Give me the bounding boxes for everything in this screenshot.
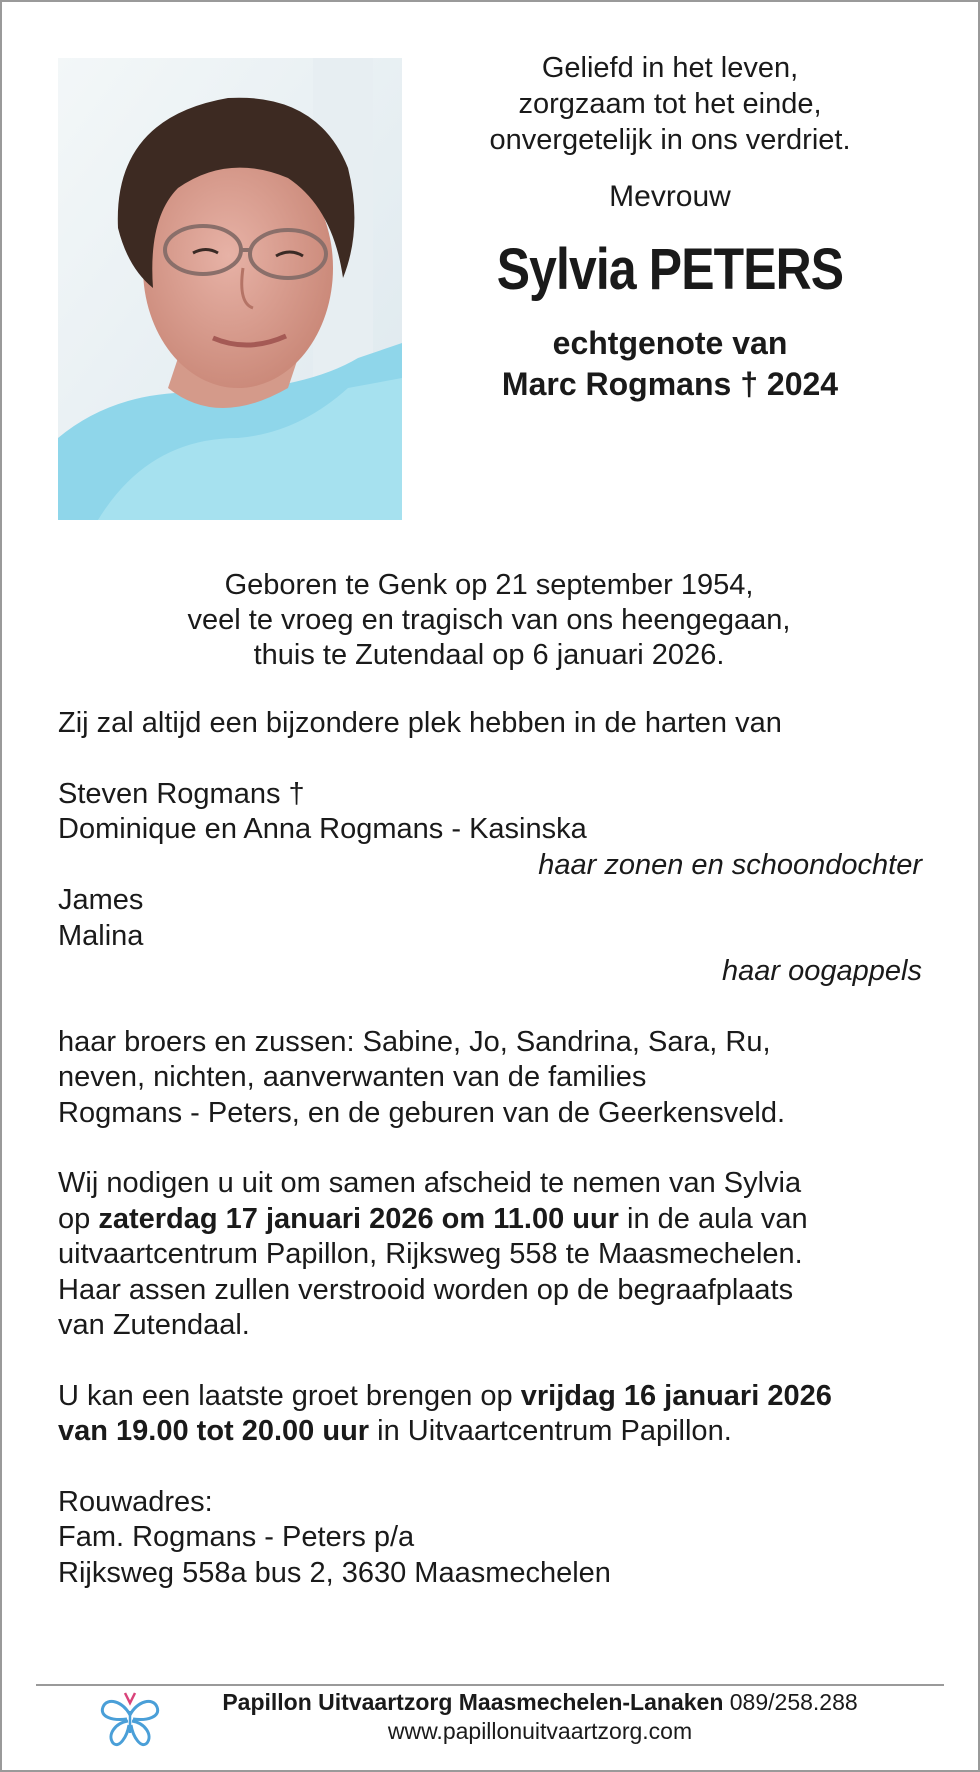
- visitation-time: van 19.00 tot 20.00 uur: [58, 1415, 370, 1447]
- address-label: Rouwadres:: [58, 1485, 213, 1518]
- family-line: haar broers en zussen: Sabine, Jo, Sandrina, Sara, Ru,: [58, 1025, 771, 1058]
- family-line: neven, nichten, aanverwanten van de families: [58, 1061, 647, 1093]
- quote-line: zorgzaam tot het einde,: [518, 88, 822, 120]
- ceremony-datetime: zaterdag 17 januari 2026 om 11.00 uur: [98, 1202, 619, 1235]
- birth-line: thuis te Zutendaal op 6 januari 2026.: [253, 639, 725, 671]
- visitation-line: [58, 1414, 922, 1450]
- announcement-body: [58, 706, 922, 1591]
- company-website[interactable]: www.papillonuitvaartzorg.com: [387, 1718, 693, 1744]
- quote-line: Geliefd in het leven,: [541, 52, 799, 84]
- relation-caption: haar oogappels: [722, 955, 922, 987]
- quote-line: onvergetelijk in ons verdriet.: [489, 124, 851, 156]
- spouse-line: echtgenote van: [552, 325, 788, 361]
- portrait-image: [58, 58, 402, 520]
- family-member: Steven Rogmans †: [58, 777, 305, 810]
- family-member: James: [58, 884, 144, 916]
- visitation-date: vrijdag 16 januari 2026: [520, 1379, 832, 1412]
- company-phone: 089/258.288: [729, 1689, 858, 1715]
- spouse-info: [440, 323, 900, 405]
- birth-line: Geboren te Genk op 21 september 1954,: [224, 569, 754, 601]
- ceremony-text: in de aula van: [618, 1202, 808, 1235]
- address-line: Fam. Rogmans - Peters p/a: [58, 1521, 415, 1553]
- salutation: Mevrouw: [609, 180, 731, 213]
- address-line: Rijksweg 558a bus 2, 3630 Maasmechelen: [58, 1556, 611, 1589]
- spouse-line: Marc Rogmans † 2024: [501, 366, 839, 402]
- ceremony-line: Wij nodigen u uit om samen afscheid te nemen van Sylvia: [58, 1167, 802, 1199]
- birth-death-info: [58, 568, 920, 673]
- ceremony-line: [58, 1202, 922, 1238]
- footer-company-line: [170, 1688, 910, 1717]
- family-member: Malina: [58, 919, 144, 952]
- ceremony-line: uitvaartcentrum Papillon, Rijksweg 558 te Maasmechelen.: [58, 1238, 803, 1270]
- ceremony-text: op: [58, 1202, 99, 1235]
- visitation-line: [58, 1379, 922, 1415]
- visitation-text: U kan een laatste groet brengen op: [58, 1379, 521, 1412]
- butterfly-logo-icon: [95, 1685, 165, 1751]
- footer-info: [170, 1688, 910, 1746]
- family-member: Dominique en Anna Rogmans - Kasinska: [58, 813, 587, 845]
- ceremony-line: Haar assen zullen verstrooid worden op de begraafplaats: [58, 1273, 794, 1306]
- memorial-quote: [440, 50, 900, 158]
- family-line: Rogmans - Peters, en de geburen van de Geerkensveld.: [58, 1096, 786, 1129]
- ceremony-line: van Zutendaal.: [58, 1309, 250, 1341]
- company-name: Papillon Uitvaartzorg Maasmechelen-Lanaken: [222, 1689, 724, 1715]
- portrait-photo: [58, 58, 402, 520]
- footer-divider: [36, 1684, 944, 1686]
- visitation-text: in Uitvaartcentrum Papillon.: [369, 1415, 732, 1447]
- birth-line: veel te vroeg en tragisch van ons heengegaan,: [187, 604, 791, 636]
- relation-caption: haar zonen en schoondochter: [538, 848, 922, 881]
- intro-text: Zij zal altijd een bijzondere plek hebben in de harten van: [58, 707, 782, 739]
- deceased-name: Sylvia PETERS: [496, 237, 844, 302]
- header-block: [440, 50, 900, 405]
